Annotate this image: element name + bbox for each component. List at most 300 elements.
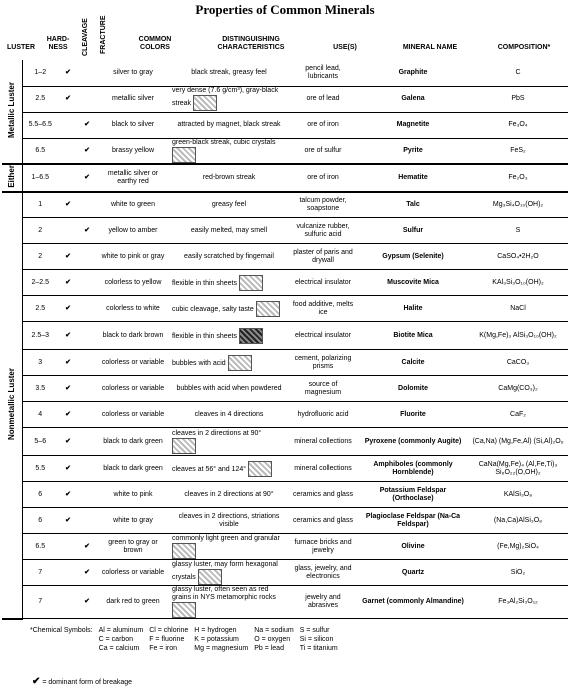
colors-text: black to silver <box>111 121 155 128</box>
cell-uses <box>288 428 358 456</box>
name-text: Biotite Mica <box>393 331 433 339</box>
header-fracture: FRACTURE <box>100 15 107 54</box>
comp-text: KAlSi₃O₈ <box>503 490 533 498</box>
name-text: Quartz <box>401 568 425 576</box>
name-text: Talc <box>406 200 420 208</box>
cell-hardness <box>22 508 58 534</box>
uses-text: jewelry and abrasives <box>305 594 341 610</box>
chars-text: flexible in thin sheets <box>172 332 237 340</box>
cell-cleavage <box>58 560 78 586</box>
chars-text: greasy feel <box>211 200 247 208</box>
cell-fracture: ✔ <box>78 138 96 164</box>
cell-comp <box>468 296 568 322</box>
cell-fracture <box>78 322 96 350</box>
colors-text: yellow to amber <box>108 226 158 234</box>
uses-text: vulcanize rubber, sulfuric acid <box>296 222 350 238</box>
name-text: Fluorite <box>400 410 426 418</box>
page-title: Properties of Common Minerals <box>195 2 375 17</box>
symbol: C = carbon <box>98 636 134 643</box>
symbol: Mg = magnesium <box>194 645 249 652</box>
symbol: F = fluorine <box>149 636 185 643</box>
cell-chars <box>170 296 288 322</box>
cell-fracture <box>78 350 96 376</box>
table-row <box>2 86 568 112</box>
cell-cleavage: ✔ <box>58 402 78 428</box>
cell-uses <box>288 112 358 138</box>
luster-group-either <box>2 164 22 192</box>
name-text: Plagioclase Feldspar (Na-Ca Feldspar) <box>365 512 461 528</box>
cell-colors <box>96 164 170 192</box>
comp-text: CaSO₄•2H₂O <box>497 252 539 260</box>
crystal-illustration <box>248 461 272 477</box>
cell-name <box>358 112 468 138</box>
cell-fracture: ✔ <box>78 112 96 138</box>
comp-text: CaMg(CO₃)₂ <box>498 384 538 392</box>
colors-text: black to dark brown <box>102 331 164 339</box>
cell-fracture <box>78 508 96 534</box>
comp-text: Fe₃Al₂Si₃O₁₂ <box>498 598 538 606</box>
table-row <box>2 534 568 560</box>
name-text: Sulfur <box>402 226 424 234</box>
cell-cleavage: ✔ <box>58 428 78 456</box>
cell-colors <box>96 322 170 350</box>
symbol: Ca = calcium <box>98 645 140 652</box>
uses-text: source of magnesium <box>304 380 342 396</box>
table-row <box>2 456 568 482</box>
cell-cleavage <box>58 138 78 164</box>
comp-text: Fe₃O₄ <box>508 121 528 128</box>
cell-comp <box>468 164 568 192</box>
table-row <box>2 402 568 428</box>
cell-name <box>358 270 468 296</box>
hardness-text: 6.5 <box>35 542 46 550</box>
cell-colors <box>96 586 170 619</box>
comp-text: KAl₃Si₃O₁₀(OH)₂ <box>492 278 544 286</box>
colors-text: white to green <box>111 200 155 208</box>
comp-text: SiO₂ <box>510 568 526 576</box>
hardness-text: 6 <box>38 490 43 498</box>
uses-text: plaster of paris and drywall <box>293 248 353 264</box>
hardness-text: 1–2 <box>34 68 47 76</box>
cell-name <box>358 456 468 482</box>
hardness-text: 3.5 <box>35 384 46 392</box>
crystal-illustration <box>256 301 280 317</box>
table-row <box>2 428 568 456</box>
cell-chars <box>170 376 288 402</box>
cell-colors <box>96 428 170 456</box>
symbols-title: *Chemical Symbols: <box>30 627 93 634</box>
crystal-illustration <box>228 355 252 371</box>
cell-cleavage <box>58 112 78 138</box>
cell-name <box>358 164 468 192</box>
hardness-text: 6 <box>38 516 43 524</box>
comp-text: K(Mg,Fe)₃ AlSi₃O₁₀(OH)₂ <box>479 331 557 339</box>
cell-chars <box>170 586 288 619</box>
comp-text: PbS <box>511 95 525 102</box>
cell-cleavage: ✔ <box>58 482 78 508</box>
cell-hardness <box>22 322 58 350</box>
cell-uses <box>288 456 358 482</box>
chars-text: very dense (7.6 g/cm³), gray-black streak <box>172 87 279 107</box>
colors-text: white to gray <box>113 516 153 524</box>
table-row <box>2 244 568 270</box>
crystal-illustration <box>172 438 196 454</box>
breakage-legend <box>32 676 132 687</box>
uses-text: pencil lead, lubricants <box>305 64 341 80</box>
cell-name <box>358 296 468 322</box>
table-row <box>2 270 568 296</box>
cell-hardness <box>22 164 58 192</box>
comp-text: CaCO₃ <box>506 358 530 366</box>
uses-text: ore of iron <box>307 121 339 128</box>
cell-comp <box>468 244 568 270</box>
cell-fracture <box>78 86 96 112</box>
cell-chars <box>170 534 288 560</box>
hardness-text: 7 <box>38 598 43 606</box>
cell-chars <box>170 482 288 508</box>
colors-text: colorless or variable <box>101 410 165 418</box>
uses-text: food additive, melts ice <box>292 300 354 316</box>
chars-text: cleaves at 56° and 124° <box>172 465 247 473</box>
table-row <box>2 192 568 218</box>
cell-name <box>358 508 468 534</box>
hardness-text: 5.5–6.5 <box>28 121 52 128</box>
symbol: Fe = iron <box>149 645 178 652</box>
cell-cleavage: ✔ <box>58 376 78 402</box>
chars-text: bubbles with acid when powdered <box>176 384 282 392</box>
cell-uses <box>288 482 358 508</box>
comp-text: Fe₂O₃ <box>508 173 528 181</box>
cell-cleavage: ✔ <box>58 296 78 322</box>
cell-chars <box>170 244 288 270</box>
table-row <box>2 138 568 164</box>
hardness-text: 2.5–3 <box>31 331 50 339</box>
cell-colors <box>96 560 170 586</box>
hardness-text: 3 <box>38 358 43 366</box>
colors-text: brassy yellow <box>111 146 154 154</box>
cell-uses <box>288 86 358 112</box>
cell-fracture <box>78 428 96 456</box>
header-characteristics: DISTINGUISHING CHARACTERISTICS <box>217 36 285 51</box>
cell-fracture: ✔ <box>78 218 96 244</box>
hardness-text: 7 <box>38 568 43 576</box>
cell-uses <box>288 586 358 619</box>
colors-text: metallic silver or earthy red <box>107 169 159 185</box>
name-text: Garnet (commonly Almandine) <box>362 598 464 606</box>
chars-text: glassy luster, may form hexagonal crystals <box>172 560 278 581</box>
luster-group-metallic <box>2 60 22 164</box>
cell-uses <box>288 296 358 322</box>
cell-fracture: ✔ <box>78 164 96 192</box>
colors-text: white to pink or gray <box>101 252 165 260</box>
name-text: Graphite <box>398 68 428 76</box>
cell-name <box>358 482 468 508</box>
uses-text: glass, jewelry, and electronics <box>294 564 352 580</box>
cell-hardness <box>22 296 58 322</box>
crystal-illustration <box>198 569 222 585</box>
cell-name <box>358 402 468 428</box>
cell-comp <box>468 428 568 456</box>
cell-cleavage: ✔ <box>58 508 78 534</box>
cell-name <box>358 560 468 586</box>
name-text: Muscovite Mica <box>387 278 439 286</box>
cell-comp <box>468 560 568 586</box>
cell-name <box>358 322 468 350</box>
uses-text: furnace bricks and jewelry <box>294 538 352 554</box>
cell-colors <box>96 350 170 376</box>
cell-name <box>358 218 468 244</box>
cell-name <box>358 376 468 402</box>
cell-hardness <box>22 376 58 402</box>
hardness-text: 6.5 <box>35 146 46 154</box>
cell-colors <box>96 218 170 244</box>
uses-text: ceramics and glass <box>293 490 353 498</box>
cell-hardness <box>22 192 58 218</box>
colors-text: colorless or variable <box>101 358 165 366</box>
colors-text: black to dark green <box>103 437 163 445</box>
chars-text: easily scratched by fingernail <box>184 252 274 260</box>
chars-text: attracted by magnet, black streak <box>177 121 281 128</box>
hardness-text: 5–6 <box>34 437 47 445</box>
cell-comp <box>468 138 568 164</box>
table-row <box>2 322 568 350</box>
header-colors: COMMON COLORS <box>138 36 172 51</box>
chars-text: cleaves in 2 directions at 90° <box>172 429 262 437</box>
chars-text: black streak, greasy feel <box>191 68 267 76</box>
luster-label: Nonmetallic Luster <box>6 367 16 440</box>
cell-comp <box>468 456 568 482</box>
cell-chars <box>170 192 288 218</box>
cell-cleavage: ✔ <box>58 270 78 296</box>
cell-hardness <box>22 270 58 296</box>
cell-uses <box>288 192 358 218</box>
chars-text: easily melted, may smell <box>190 226 268 234</box>
symbol: H = hydrogen <box>194 627 237 634</box>
comp-text: CaF₂ <box>510 410 526 418</box>
table-row <box>2 350 568 376</box>
cell-uses <box>288 244 358 270</box>
uses-text: mineral collections <box>294 464 352 472</box>
name-text: Hematite <box>398 173 428 181</box>
chars-text: red-brown streak <box>202 173 256 181</box>
cell-chars <box>170 402 288 428</box>
colors-text: colorless or variable <box>101 568 165 576</box>
table-row <box>2 560 568 586</box>
cell-name <box>358 138 468 164</box>
cell-fracture <box>78 482 96 508</box>
table-row <box>2 296 568 322</box>
hardness-text: 2 <box>38 226 43 234</box>
symbol: Ti = titanium <box>299 645 338 652</box>
cell-chars <box>170 86 288 112</box>
cell-hardness <box>22 218 58 244</box>
luster-group-nonmetallic <box>2 192 22 619</box>
cell-comp <box>468 218 568 244</box>
name-text: Galena <box>401 95 425 102</box>
cell-fracture <box>78 296 96 322</box>
colors-text: green to gray or brown <box>108 538 158 554</box>
cell-comp <box>468 60 568 86</box>
table-row <box>2 218 568 244</box>
cell-cleavage: ✔ <box>58 350 78 376</box>
cell-colors <box>96 456 170 482</box>
cell-comp <box>468 350 568 376</box>
colors-text: colorless to yellow <box>104 278 162 286</box>
colors-text: white to pink <box>113 490 153 498</box>
cell-chars <box>170 560 288 586</box>
uses-text: electrical insulator <box>294 331 352 339</box>
cell-uses <box>288 508 358 534</box>
cell-colors <box>96 244 170 270</box>
cell-uses <box>288 322 358 350</box>
cell-chars <box>170 428 288 456</box>
table-row <box>2 112 568 138</box>
hardness-text: 1–6.5 <box>31 173 50 181</box>
chars-text: cleaves in 2 directions at 90° <box>184 490 274 498</box>
table-row <box>2 482 568 508</box>
name-text: Olivine <box>401 542 425 550</box>
comp-text: NaCl <box>510 304 526 312</box>
cell-fracture <box>78 456 96 482</box>
symbol: Al = aluminum <box>98 627 144 634</box>
cell-name <box>358 60 468 86</box>
header-luster: LUSTER <box>7 44 35 51</box>
cell-hardness <box>22 586 58 619</box>
hardness-text: 2 <box>38 252 43 260</box>
crystal-illustration <box>193 95 217 111</box>
uses-text: cement, polarizing prisms <box>294 354 352 370</box>
header-mineral: MINERAL NAME <box>402 44 458 51</box>
colors-text: colorless to white <box>106 304 160 312</box>
name-text: Dolomite <box>398 384 428 392</box>
cell-cleavage: ✔ <box>58 244 78 270</box>
comp-text: Mg₃Si₄O₁₀(OH)₂ <box>492 200 544 208</box>
cell-name <box>358 244 468 270</box>
cell-fracture <box>78 376 96 402</box>
cell-chars <box>170 322 288 350</box>
name-text: Halite <box>403 304 423 312</box>
hardness-text: 2–2.5 <box>31 278 50 286</box>
chemical-symbols <box>30 626 344 653</box>
cell-colors <box>96 112 170 138</box>
chars-text: flexible in thin sheets <box>172 279 237 287</box>
table-header <box>0 15 570 60</box>
uses-text: hydrofluoric acid <box>297 410 349 418</box>
cell-fracture: ✔ <box>78 560 96 586</box>
colors-text: colorless or variable <box>101 384 165 392</box>
crystal-illustration <box>239 275 263 291</box>
cell-hardness <box>22 456 58 482</box>
cell-cleavage: ✔ <box>58 60 78 86</box>
cell-comp <box>468 376 568 402</box>
cell-comp <box>468 482 568 508</box>
cell-chars <box>170 218 288 244</box>
colors-text: dark red to green <box>106 598 160 606</box>
cell-cleavage <box>58 586 78 619</box>
cell-colors <box>96 270 170 296</box>
breakage-note: = dominant form of breakage <box>42 679 133 686</box>
hardness-text: 1 <box>38 200 43 208</box>
cell-hardness <box>22 482 58 508</box>
colors-text: black to dark green <box>103 464 163 472</box>
name-text: Pyroxene (commonly Augite) <box>364 437 462 445</box>
symbol: Na = sodium <box>254 627 294 634</box>
symbol: Pb = lead <box>254 645 284 652</box>
cell-cleavage: ✔ <box>58 192 78 218</box>
cell-hardness <box>22 86 58 112</box>
cell-colors <box>96 508 170 534</box>
comp-text: (Ca,Na) (Mg,Fe,Al) (Si,Al)₂O₆ <box>472 437 564 445</box>
symbol: Cl = chlorine <box>149 627 189 634</box>
cell-uses <box>288 560 358 586</box>
cell-uses <box>288 60 358 86</box>
chars-text: glassy luster, often seen as red grains in NYS metamorphic rocks <box>172 586 276 602</box>
cell-hardness <box>22 560 58 586</box>
uses-text: ore of iron <box>307 173 339 181</box>
cell-name <box>358 534 468 560</box>
symbol: Si = silicon <box>299 636 334 643</box>
symbol: S = sulfur <box>299 627 330 634</box>
cell-uses <box>288 376 358 402</box>
cell-chars <box>170 350 288 376</box>
cell-fracture <box>78 244 96 270</box>
cell-uses <box>288 218 358 244</box>
cell-colors <box>96 296 170 322</box>
luster-label: Metallic Luster <box>6 81 16 138</box>
cell-comp <box>468 86 568 112</box>
name-text: Amphiboles (commonly Hornblende) <box>373 460 453 476</box>
symbol: K = potassium <box>194 636 239 643</box>
cell-hardness <box>22 402 58 428</box>
header-cleavage: CLEAVAGE <box>82 18 89 56</box>
cell-name <box>358 586 468 619</box>
cell-cleavage <box>58 534 78 560</box>
cell-comp <box>468 112 568 138</box>
comp-text: C <box>515 68 521 76</box>
name-text: Calcite <box>401 358 425 366</box>
name-text: Potassium Feldspar (Orthoclase) <box>379 486 447 502</box>
cell-cleavage <box>58 164 78 192</box>
cell-cleavage: ✔ <box>58 86 78 112</box>
cell-hardness <box>22 244 58 270</box>
chars-text: green-black streak, cubic crystals <box>172 138 276 146</box>
cell-name <box>358 86 468 112</box>
hardness-text: 2.5 <box>35 95 46 102</box>
cell-uses <box>288 350 358 376</box>
cell-colors <box>96 534 170 560</box>
cell-colors <box>96 192 170 218</box>
check-icon: ✔ <box>32 676 41 687</box>
table-row <box>2 508 568 534</box>
table-row <box>2 586 568 619</box>
header-hardness: HARD- NESS <box>46 36 70 51</box>
cell-name <box>358 350 468 376</box>
cell-fracture <box>78 402 96 428</box>
cell-hardness <box>22 112 58 138</box>
cell-colors <box>96 60 170 86</box>
cell-fracture <box>78 270 96 296</box>
crystal-illustration <box>172 543 196 559</box>
comp-text: S <box>515 226 521 234</box>
uses-text: talcum powder, soapstone <box>299 196 347 212</box>
cell-uses <box>288 534 358 560</box>
crystal-illustration <box>172 147 196 163</box>
table-row <box>2 164 568 192</box>
name-text: Magnetite <box>396 121 430 128</box>
cell-colors <box>96 86 170 112</box>
name-text: Gypsum (Selenite) <box>382 252 444 260</box>
cell-uses <box>288 402 358 428</box>
